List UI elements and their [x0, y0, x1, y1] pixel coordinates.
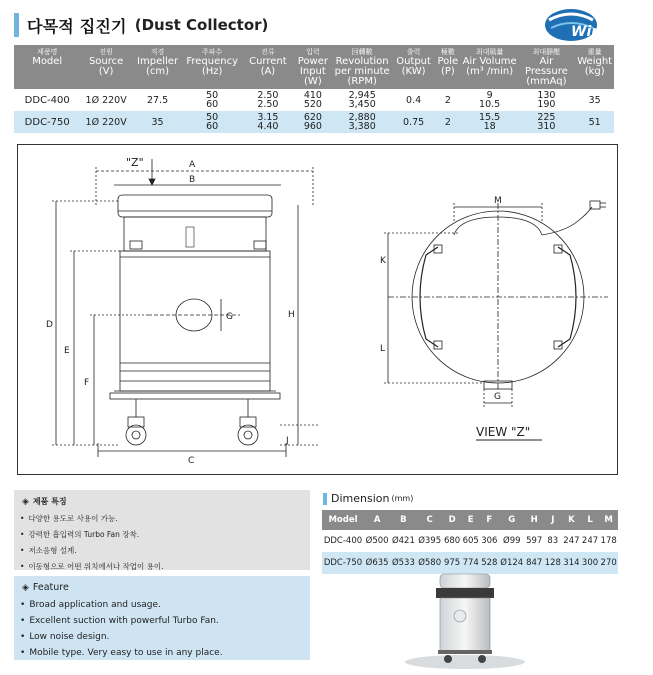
- dim-cell: 306: [481, 536, 498, 546]
- spec-cell: 15.5 18: [462, 111, 518, 133]
- spec-col-current: 전류 Current (A): [241, 45, 295, 89]
- features-korean-title: 제품 특징: [32, 497, 67, 506]
- label-j: J: [286, 436, 289, 446]
- spec-col-rpm: 回轉數 Revolution per minute (RPM): [331, 45, 393, 89]
- dim-cell: Ø99: [503, 536, 521, 546]
- list-item: • 이동형으로 어떤 위치에서나 작업이 용이.: [20, 559, 310, 575]
- dim-cell: DDC-750: [322, 552, 364, 574]
- dim-cell: 605: [462, 536, 479, 546]
- dim-col: K: [562, 510, 581, 530]
- spec-cell: 410 520: [295, 89, 331, 111]
- spec-col-pole: 極數 Pole (P): [434, 45, 462, 89]
- dim-col: A: [364, 510, 390, 530]
- spec-cell: DDC-400: [14, 89, 80, 111]
- spec-cell: 9 10.5: [462, 89, 518, 111]
- dim-col: E: [461, 510, 480, 530]
- label-m: M: [494, 196, 502, 206]
- spec-row-ddc400: [14, 89, 614, 111]
- dim-col: M: [599, 510, 618, 530]
- dim-col: C: [417, 510, 443, 530]
- features-korean-heading: [14, 490, 310, 511]
- spec-cell: 130 190: [517, 89, 575, 111]
- dim-cell: Ø421: [391, 536, 415, 546]
- spec-cell: 35: [132, 111, 183, 133]
- dim-cell: DDC-400: [323, 536, 363, 546]
- spec-col-weight: 重量 Weight (kg): [575, 45, 614, 89]
- dimension-accent-bar: [323, 493, 327, 505]
- dim-col: L: [581, 510, 600, 530]
- spec-cell: 225 310: [517, 111, 575, 133]
- list-item: • Broad application and usage.: [20, 597, 310, 613]
- dim-col: B: [390, 510, 416, 530]
- label-l: L: [380, 344, 386, 354]
- spec-row-ddc750: [14, 111, 614, 133]
- dimension-header-row: [322, 510, 618, 530]
- spec-cell: 27.5: [132, 89, 183, 111]
- spec-cell: 2,880 3,380: [331, 111, 393, 133]
- label-z: "Z": [126, 156, 144, 169]
- diamond-icon: ◈: [22, 496, 29, 507]
- label-d: D: [46, 320, 53, 330]
- spec-col-model: 제품명 Model: [14, 45, 80, 89]
- spec-cell: 2.50 2.50: [241, 89, 295, 111]
- dimension-heading: [323, 492, 413, 505]
- spec-col-air-volume: 최대風量 Air Volume (m³ /min): [462, 45, 518, 89]
- label-g-front: G: [226, 312, 233, 322]
- windy-logo: [541, 6, 631, 44]
- diamond-icon: ◈: [22, 582, 29, 593]
- dim-cell: 597: [526, 536, 543, 546]
- spec-cell: 50 60: [183, 89, 241, 111]
- label-c: C: [188, 456, 195, 466]
- spec-cell: 50 60: [183, 111, 241, 133]
- dim-col: H: [525, 510, 544, 530]
- spec-col-frequency: 주파수 Frequency (Hz): [183, 45, 241, 89]
- spec-cell: 1Ø 220V: [80, 89, 131, 111]
- spec-cell: 35: [575, 89, 614, 111]
- dim-col: Model: [322, 510, 364, 530]
- features-english-panel: [14, 576, 310, 660]
- dim-cell: Ø124: [499, 552, 525, 574]
- view-z: [380, 196, 608, 440]
- dim-cell: Ø533: [390, 552, 416, 574]
- dim-cell: Ø635: [364, 552, 390, 574]
- brand-text: Windy: [571, 24, 621, 40]
- dim-cell: 528: [480, 552, 499, 574]
- title-accent-bar: [14, 13, 19, 37]
- spec-cell: DDC-750: [14, 111, 80, 133]
- spec-col-output: 출력 Output (KW): [393, 45, 434, 89]
- spec-cell: 2: [434, 111, 462, 133]
- dim-col: F: [480, 510, 499, 530]
- features-korean-list: [14, 511, 310, 575]
- title-english: (Dust Collector): [134, 16, 269, 34]
- list-item: • Low noise design.: [20, 629, 310, 645]
- features-english-list: [14, 597, 310, 661]
- dim-col: J: [544, 510, 563, 530]
- label-g-view: G: [494, 392, 501, 402]
- dim-cell: Ø580: [417, 552, 443, 574]
- list-item: • 강력한 흡입력의 Turbo Fan 장착.: [20, 527, 310, 543]
- dim-cell: 178: [600, 536, 617, 546]
- dimension-row-ddc400: [322, 530, 618, 552]
- label-b: B: [189, 175, 196, 185]
- dim-cell: 975: [443, 552, 462, 574]
- label-e: E: [64, 346, 70, 356]
- dim-cell: 300: [581, 552, 600, 574]
- dim-col: G: [499, 510, 525, 530]
- technical-drawing: [17, 144, 618, 475]
- spec-col-source: 전원 Source (V): [80, 45, 131, 89]
- spec-cell: 51: [575, 111, 614, 133]
- spec-cell: 620 960: [295, 111, 331, 133]
- spec-col-impeller: 직경 Impeller (cm): [132, 45, 183, 89]
- spec-cell: 1Ø 220V: [80, 111, 131, 133]
- dim-cell: 847: [525, 552, 544, 574]
- list-item: • Mobile type. Very easy to use in any place.: [20, 645, 310, 661]
- list-item: • Excellent suction with powerful Turbo Fan.: [20, 613, 310, 629]
- dim-col: D: [443, 510, 462, 530]
- dim-cell: Ø395: [418, 536, 442, 546]
- title-korean: 다목적 집진기: [27, 16, 127, 36]
- view-z-caption: VIEW "Z": [476, 425, 531, 439]
- dimension-title: Dimension: [331, 492, 390, 505]
- spec-cell: 0.4: [393, 89, 434, 111]
- front-view: [46, 156, 318, 466]
- spec-col-power: 입력 Power Input (W): [295, 45, 331, 89]
- dim-cell: 247: [581, 536, 599, 546]
- product-photo: [400, 568, 530, 670]
- label-h: H: [288, 310, 295, 320]
- dim-cell: Ø500: [365, 536, 389, 546]
- features-english-heading: [14, 576, 310, 597]
- page-title: [14, 12, 268, 38]
- dim-cell: 128: [544, 552, 563, 574]
- list-item: • 다양한 용도로 사용이 가능.: [20, 511, 310, 527]
- dim-cell: 314: [562, 552, 581, 574]
- spec-col-air-pressure: 최대靜壓 Air Pressure (mmAq): [517, 45, 575, 89]
- dim-cell: 247: [563, 536, 580, 546]
- spec-cell: 2: [434, 89, 462, 111]
- dim-cell: 270: [599, 552, 618, 574]
- dim-cell: 774: [461, 552, 480, 574]
- spec-cell: 0.75: [393, 111, 434, 133]
- spec-table: [14, 45, 614, 133]
- dim-cell: 680: [443, 536, 461, 546]
- spec-header-row: [14, 45, 614, 89]
- features-english-title: Feature: [32, 582, 69, 593]
- spec-cell: 3.15 4.40: [241, 111, 295, 133]
- dim-cell: 83: [547, 536, 559, 546]
- label-a: A: [189, 160, 196, 170]
- label-k: K: [380, 256, 386, 266]
- spec-cell: 2,945 3,450: [331, 89, 393, 111]
- dimension-unit: (mm): [391, 494, 414, 503]
- dimension-table: [322, 510, 618, 574]
- features-korean-panel: [14, 490, 310, 570]
- label-f: F: [84, 378, 90, 388]
- list-item: • 저소음형 설계.: [20, 543, 310, 559]
